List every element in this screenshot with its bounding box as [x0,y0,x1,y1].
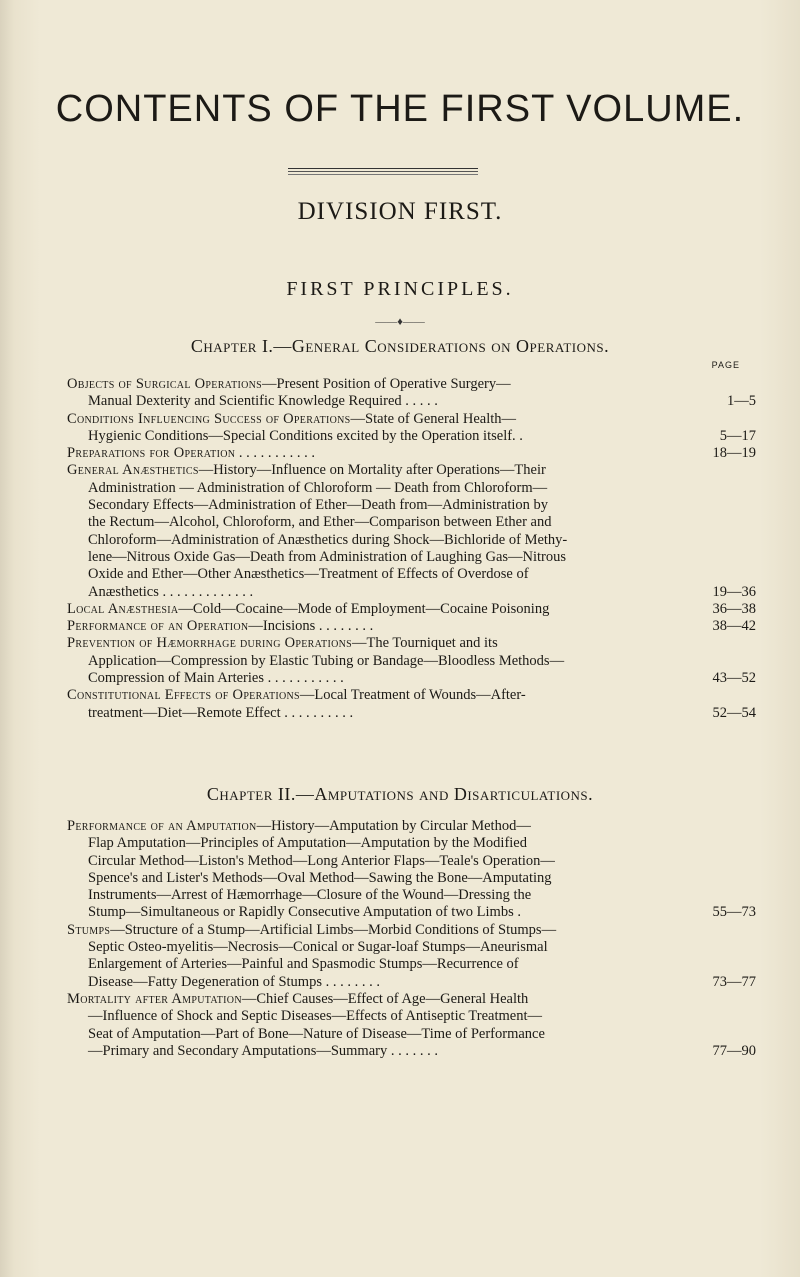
toc-entry-line [67,818,740,835]
toc-entry-line [67,532,740,549]
toc-entry-line [67,870,740,887]
toc-entry-text: —History—Influence on Mortality after Operations—Their [198,462,546,479]
page-range: 5—17 [719,427,756,444]
volume-title: CONTENTS OF THE FIRST VOLUME. [55,88,745,130]
toc-entry [0,445,800,462]
toc-entry-text: Anæsthetics . . . . . . . . . . . . . [88,583,254,600]
toc-entry-text: —Structure of a Stump—Artificial Limbs—Morbid Conditions of Stumps— [110,921,557,938]
page-range: 73—77 [712,973,756,990]
toc-entry-line [67,549,740,566]
page-range: 77—90 [712,1042,756,1059]
toc-entry-text: Manual Dexterity and Scientific Knowledge Required . . . . . [88,393,438,410]
toc-entry-line [67,566,740,583]
chapter-heading: Chapter I.—General Considerations on Operations. [190,336,610,356]
toc-entry-text: —State of General Health— [350,410,517,427]
toc-entry-text: —Local Treatment of Wounds—After- [299,687,526,704]
toc-entry [0,991,800,1060]
toc-entry-line [67,1026,740,1043]
toc-entry-line [67,514,740,531]
toc-entry-line [67,653,740,670]
toc-entry [0,376,800,411]
toc-entry [0,462,800,600]
page-range: 43—52 [712,670,756,687]
toc-entry-line [67,887,740,904]
toc-entry-line [67,904,756,921]
toc-entry-line [67,973,756,991]
toc-entry-text: Flap Amputation—Principles of Amputation—Amputation by the Modified [88,835,527,852]
toc-entry-line [67,411,740,428]
page-range: 1—5 [727,393,756,410]
toc-entry-text: Secondary Effects—Administration of Ether—Death from—Administration by [88,497,549,514]
chapter-1-entries [0,376,800,722]
toc-entry-text: Septic Osteo-myelitis—Necrosis—Conical or Sugar-loaf Stumps—Aneurismal [88,939,548,956]
title-rule [288,174,478,175]
toc-entry-text: treatment—Diet—Remote Effect . . . . . . . . . . [88,704,354,721]
toc-entry-line [67,704,756,722]
toc-entry-text: —History—Amputation by Circular Method— [256,818,531,834]
toc-entry-line [67,583,756,601]
toc-entry-text: Disease—Fatty Degeneration of Stumps . . . . . . . . [88,973,380,990]
toc-entry-text: —Primary and Secondary Amputations—Summary . . . . . . . [88,1042,438,1059]
toc-entry-text: —The Tourniquet and its [352,635,498,652]
toc-entry-heading: Prevention of Hæmorrhage during Operations [67,635,353,652]
toc-entry-text: Application—Compression by Elastic Tubing or Bandage—Bloodless Methods— [88,652,565,669]
toc-entry-line [67,427,756,445]
toc-entry [0,922,800,991]
toc-entry-text: —Incisions . . . . . . . . [248,618,374,635]
page-range: 52—54 [712,704,756,721]
page-column-label: PAGE [711,360,740,370]
toc-entry-text: the Rectum—Alcohol, Chloroform, and Ether—Comparison between Ether and [88,514,552,531]
page-range: 18—19 [712,445,756,462]
toc-entry-text: —Present Position of Operative Surgery— [262,376,511,392]
toc-entry-text: —Chief Causes—Effect of Age—General Health [241,990,529,1007]
page-range: 38—42 [712,618,756,635]
toc-entry-line [67,376,740,393]
page-range: 36—38 [712,600,756,617]
toc-entry-heading: Conditions Influencing Success of Operations [67,410,351,427]
page-range: 19—36 [712,583,756,600]
toc-entry-line [67,1042,756,1060]
toc-entry-text: Hygienic Conditions—Special Conditions excited by the Operation itself. . [88,427,523,444]
chapter-2-entries [0,818,800,1060]
toc-entry [0,601,800,618]
toc-entry [0,635,800,687]
toc-entry-text: Instruments—Arrest of Hæmorrhage—Closure of the Wound—Dressing the [88,887,532,904]
toc-entry-line [67,618,756,635]
toc-entry-text: Stump—Simultaneous or Rapidly Consecutive Amputation of two Limbs . [88,904,521,921]
toc-entry-heading: Performance of an Operation [67,618,249,635]
title-rule [288,168,478,169]
ornament-divider: ——♦—— [375,316,425,328]
toc-entry-line [67,497,740,514]
title-rule [288,171,478,172]
toc-entry-line [67,835,740,852]
division-heading: DIVISION FIRST. [297,198,503,225]
toc-entry-line [67,445,756,462]
toc-entry [0,818,800,922]
toc-entry-line [67,939,740,956]
toc-entry-text: Enlargement of Arteries—Painful and Spasmodic Stumps—Recurrence of [88,956,519,973]
toc-entry-text: Oxide and Ether—Other Anæsthetics—Treatment of Effects of Overdose of [88,566,529,583]
section-heading: FIRST PRINCIPLES. [286,278,514,300]
toc-entry-text: —Influence of Shock and Septic Diseases—Effects of Antiseptic Treatment— [88,1008,542,1025]
toc-entry-text: . . . . . . . . . . . [235,445,315,462]
toc-entry-line [67,1008,740,1025]
toc-entry-text: Compression of Main Arteries . . . . . . . . . . . [88,670,344,687]
toc-entry [0,687,800,722]
toc-entry-line [67,991,740,1008]
toc-entry-text: Chloroform—Administration of Anæsthetics during Shock—Bichloride of Methy- [88,531,568,548]
chapter-heading: Chapter II.—Amputations and Disarticulations. [206,784,594,804]
toc-entry-line [67,922,740,939]
toc-entry-line [67,393,756,410]
toc-entry-text: Circular Method—Liston's Method—Long Anterior Flaps—Teale's Operation— [88,852,555,869]
toc-entry-heading: Mortality after Amputation [67,990,242,1007]
toc-entry-heading: Performance of an Amputation [67,818,257,834]
toc-entry-line [67,670,756,687]
toc-entry-heading: Objects of Surgical Operations [67,376,263,392]
toc-entry-text: Administration — Administration of Chloroform — Death from Chloroform— [88,479,548,496]
toc-entry-heading: Preparations for Operation [67,445,236,462]
toc-entry-heading: Constitutional Effects of Operations [67,687,300,704]
toc-entry-text: —Cold—Cocaine—Mode of Employment—Cocaine Poisoning [178,600,550,617]
toc-entry-text: lene—Nitrous Oxide Gas—Death from Administration of Laughing Gas—Nitrous [88,548,567,565]
toc-entry [0,618,800,635]
toc-entry-text: Spence's and Lister's Methods—Oval Method—Sawing the Bone—Amputating [88,869,552,886]
toc-entry-line [67,687,740,704]
toc-entry-line [67,462,740,479]
toc-entry-heading: Local Anæsthesia [67,600,179,617]
toc-entry-line [67,956,740,973]
toc-entry-line [67,480,740,497]
toc-entry-text: Seat of Amputation—Part of Bone—Nature of Disease—Time of Performance [88,1025,545,1042]
toc-entry-heading: Stumps [67,921,111,938]
page-range: 55—73 [712,904,756,921]
toc-entry-line [67,853,740,870]
toc-entry-heading: General Anæsthetics [67,462,199,479]
toc-entry-line [67,635,740,652]
toc-entry-line [67,600,756,618]
toc-entry [0,411,800,446]
